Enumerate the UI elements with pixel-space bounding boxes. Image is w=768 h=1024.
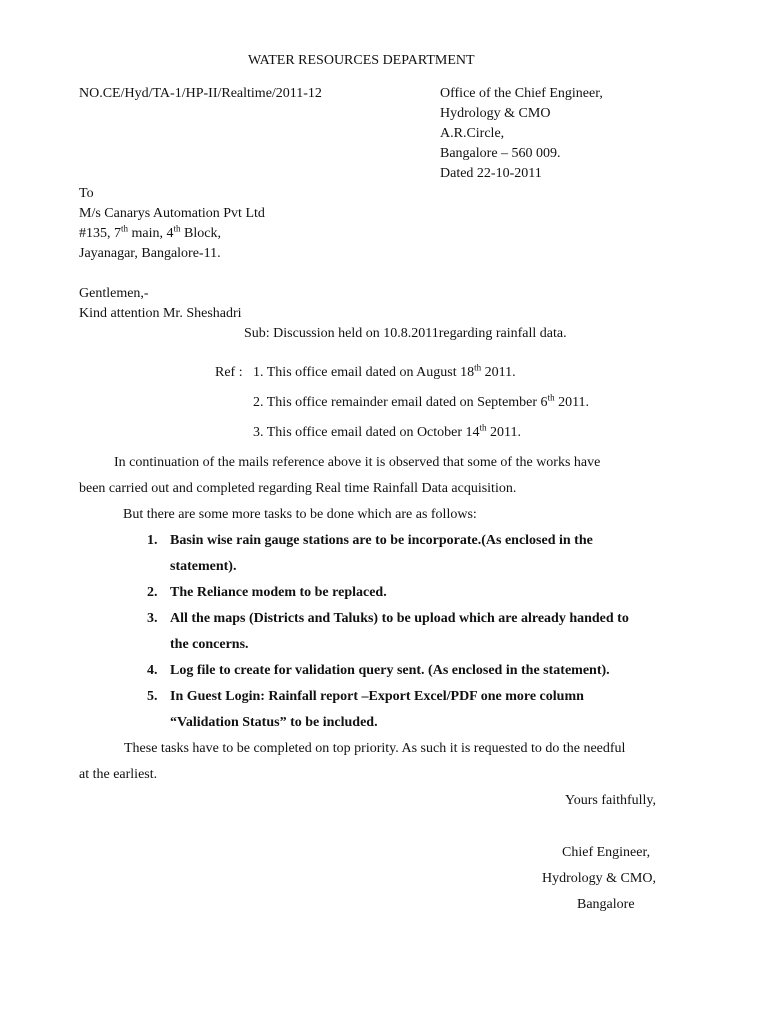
recipient-city: Jayanagar, Bangalore-11. [79,246,221,261]
signatory-place: Bangalore [577,897,635,912]
ref-label: Ref : [215,365,243,380]
office-line: Bangalore – 560 009. [440,146,561,161]
street-part: Block, [180,226,221,241]
task-text: Basin wise rain gauge stations are to be incorporate.(As enclosed in the [170,533,593,548]
reference-item: 2. This office remainder email dated on September 6th 2011. [253,392,590,410]
office-line: A.R.Circle, [440,126,505,141]
tasks-intro: But there are some more tasks to be done which are as follows: [123,507,477,522]
valediction: Yours faithfully, [565,793,657,808]
office-line: Office of the Chief Engineer, [440,86,603,101]
reference-item: 3. This office email dated on October 14th 2011. [253,422,522,440]
recipient-name: M/s Canarys Automation Pvt Ltd [79,206,265,221]
task-text: the concerns. [170,637,249,652]
subject-line: Sub: Discussion held on 10.8.2011regarding rainfall data. [244,326,567,341]
reference-number: NO.CE/Hyd/TA-1/HP-II/Realtime/2011-12 [79,86,322,101]
to-label: To [79,186,94,201]
task-text: Log file to create for validation query sent. (As enclosed in the statement). [170,663,610,678]
task-text: “Validation Status” to be included. [170,715,378,730]
body-paragraph-line: In continuation of the mails reference above it is observed that some of the works have [114,455,601,470]
closing-paragraph-line: at the earliest. [79,767,158,782]
signatory-dept: Hydrology & CMO, [542,871,656,886]
street-part: main, 4 [128,226,174,241]
task-number: 1. [147,533,158,548]
salutation: Gentlemen,- [79,286,149,301]
ordinal-suffix: th [173,223,181,234]
task-number: 4. [147,663,158,678]
attention-line: Kind attention Mr. Sheshadri [79,306,242,321]
office-line: Hydrology & CMO [440,106,551,121]
task-number: 5. [147,689,158,704]
closing-paragraph-line: These tasks have to be completed on top priority. As such it is requested to do the needful [124,741,626,756]
signatory-title: Chief Engineer, [562,845,651,860]
task-text: The Reliance modem to be replaced. [170,585,387,600]
task-number: 3. [147,611,158,626]
task-number: 2. [147,585,158,600]
recipient-street [79,223,221,241]
task-text: All the maps (Districts and Taluks) to be upload which are already handed to [170,611,629,626]
task-text: statement). [170,559,237,574]
task-text: In Guest Login: Rainfall report –Export Excel/PDF one more column [170,689,584,704]
date-line: Dated 22-10-2011 [440,166,542,181]
body-paragraph-line: been carried out and completed regarding Real time Rainfall Data acquisition. [79,481,517,496]
ordinal-suffix: th [121,223,129,234]
reference-item: 1. This office email dated on August 18th 2011. [253,362,516,380]
department-heading: WATER RESOURCES DEPARTMENT [248,53,475,68]
street-part: #135, 7 [79,226,121,241]
